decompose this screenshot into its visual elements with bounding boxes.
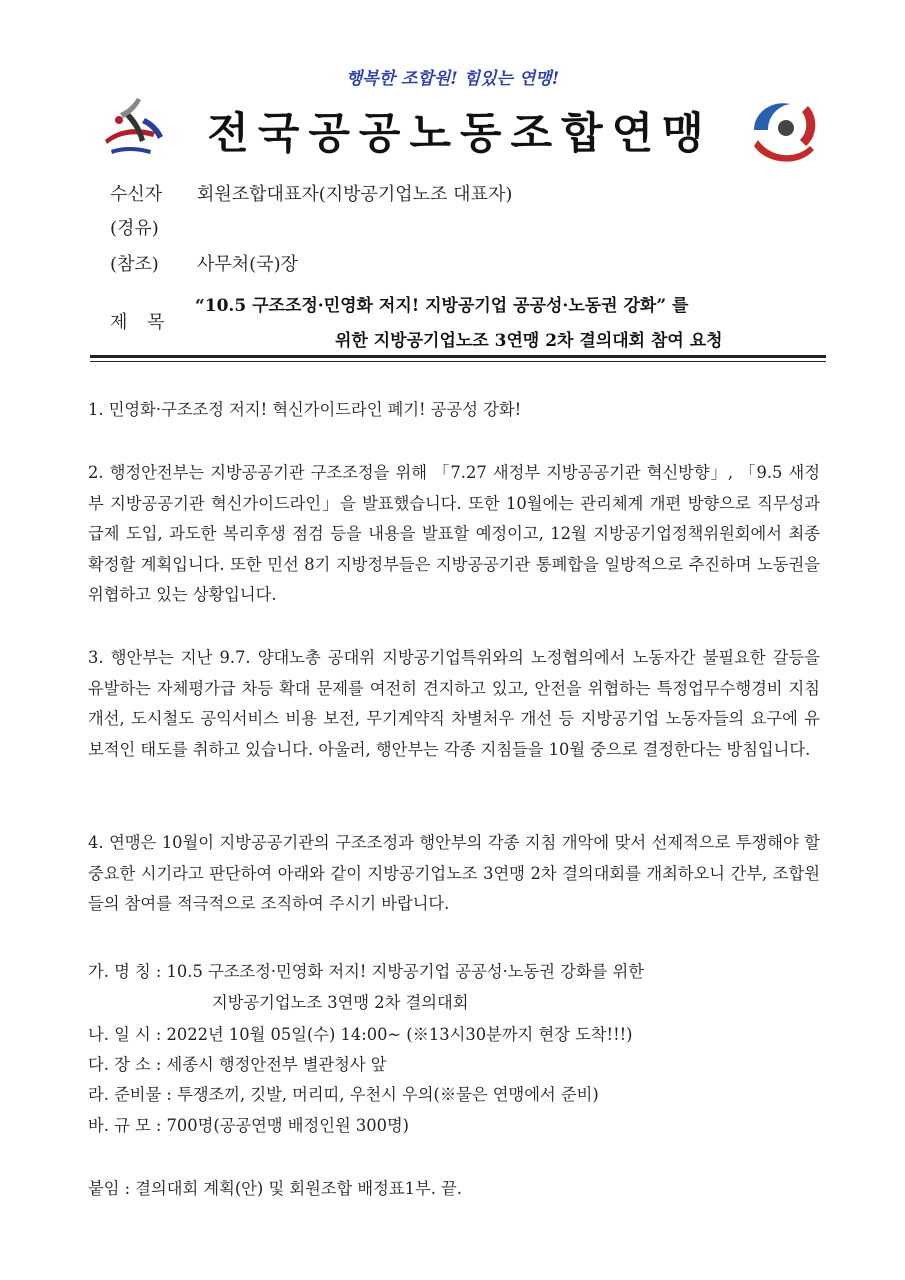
- subject-line-2: 위한 지방공기업노조 3연맹 2차 결의대회 참여 요청: [335, 331, 723, 351]
- paragraph-1: 1. 민영화·구조조정 저지! 혁신가이드라인 폐기! 공공성 강화!: [88, 400, 522, 419]
- detail-date: 나. 일 시 : 2022년 10월 05일(수) 14:00~ (※13시30분까지 현장 도착!!!): [88, 1025, 633, 1044]
- header-rule-thick: [90, 355, 826, 358]
- via-label: (경유): [110, 218, 159, 239]
- detail-scale: 바. 규 모 : 700명(공공연맹 배정인원 300명): [88, 1116, 410, 1135]
- paragraph-2: 2. 행정안전부는 지방공공기관 구조조정을 위해 「7.27 새정부 지방공공기관 혁신방향」, 「9.5 새정부 지방공공기관 혁신가이드라인」을 발표했습니다. 또한 10월에는 관리체계 개편 방향으로 직무성과급제 도입, 과도한 복리후생 점검 등을 내용을 발표할 예정이고, 12월 지방공기업정책위원회에서 최종 확정할 계획입니다. 또한 민선 8기 지방정부들은 지방공공기관 통폐합을 일방적으로 추진하며 노동권을 위협하고 있는 상황입니다.: [88, 463, 820, 604]
- recipient-value: 회원조합대표자(지방공기업노조 대표자): [197, 184, 513, 205]
- reference-value: 사무처(국)장: [197, 254, 298, 275]
- detail-name-line-1: 가. 명 칭 : 10.5 구조조정·민영화 저지! 지방공기업 공공성·노동권 강화를 위한: [88, 962, 644, 981]
- union-logo-left: [97, 96, 171, 158]
- header-rule-thin: [90, 361, 826, 362]
- slogan: 행복한 조합원! 힘있는 연맹!: [345, 69, 560, 89]
- organization-title: 전국공공노동조합연맹: [207, 109, 713, 159]
- attachment-note: 붙임 : 결의대회 계획(안) 및 회원조합 배정표1부. 끝.: [88, 1179, 462, 1198]
- recipient-label: 수신자: [110, 184, 163, 205]
- detail-place: 다. 장 소 : 세종시 행정안전부 별관청사 앞: [88, 1055, 387, 1074]
- subject-line-1: “10.5 구조조정·민영화 저지! 지방공기업 공공성·노동권 강화” 를: [195, 296, 689, 316]
- federation-logo-right: [748, 96, 822, 162]
- detail-name-line-2: 지방공기업노조 3연맹 2차 결의대회: [212, 993, 469, 1012]
- subject-label: 제 목: [110, 312, 165, 333]
- paragraph-3: 3. 행안부는 지난 9.7. 양대노총 공대위 지방공기업특위와의 노정협의에서 노동자간 불필요한 갈등을 유발하는 자체평가급 차등 확대 문제를 여전히 견지하고 있고, 안전을 위협하는 특정업무수행경비 지침 개선, 도시철도 공익서비스 비용 보전, 무기계약직 차별처우 개선 등 지방공기업 노동자들의 요구에 유보적인 태도를 취하고 있습니다. 아울러, 행안부는 각종 지침들을 10월 중으로 결정한다는 방침입니다.: [88, 648, 820, 759]
- paragraph-4: 4. 연맹은 10월이 지방공공기관의 구조조정과 행안부의 각종 지침 개악에 맞서 선제적으로 투쟁해야 할 중요한 시기라고 판단하여 아래와 같이 지방공기업노조 3연맹 2차 결의대회를 개최하오니 간부, 조합원들의 참여를 적극적으로 조직하여 주시기 바랍니다.: [88, 833, 820, 913]
- reference-label: (참조): [110, 254, 159, 275]
- detail-supplies: 라. 준비물 : 투쟁조끼, 깃발, 머리띠, 우천시 우의(※물은 연맹에서 준비): [88, 1085, 599, 1104]
